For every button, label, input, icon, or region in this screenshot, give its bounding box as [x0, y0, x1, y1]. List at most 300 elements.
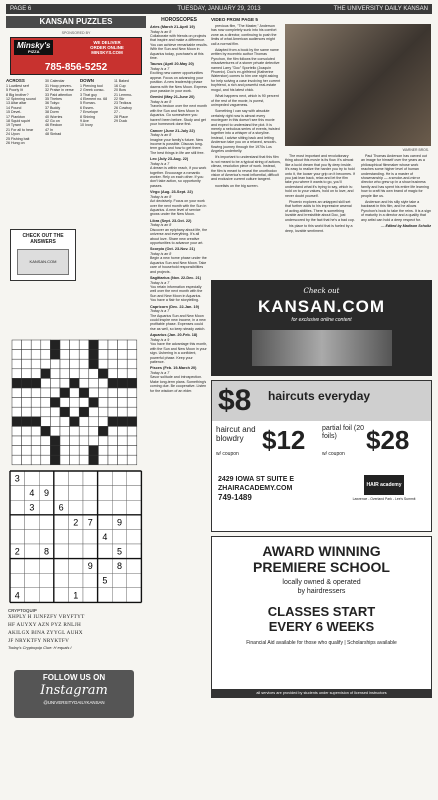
haircut-phone: 749-1489: [218, 493, 252, 502]
sudoku-cell[interactable]: [127, 471, 142, 486]
school-headline-1: AWARD WINNING: [262, 543, 381, 559]
horoscope-rating: Today is a 7: [150, 67, 170, 72]
sudoku-cell[interactable]: [54, 544, 69, 559]
school-footer: all services are provided by students under supervision of licensed instructors: [212, 689, 431, 697]
sudoku-cell[interactable]: [83, 486, 98, 501]
down-title: DOWN: [80, 78, 94, 84]
crossword-cell[interactable]: [50, 388, 60, 398]
crossword-cell[interactable]: [79, 388, 89, 398]
crossword-cell[interactable]: [79, 340, 89, 350]
across-clue: 32 Praise in verse: [45, 88, 74, 93]
crossword-cell[interactable]: [22, 378, 32, 388]
crossword-cell[interactable]: [60, 455, 70, 465]
down-clue: 26 Cowboy: [114, 105, 132, 110]
crossword-cell[interactable]: [127, 388, 137, 398]
sudoku-cell[interactable]: [98, 500, 113, 515]
crossword-cell[interactable]: [108, 398, 118, 408]
crossword-cell[interactable]: [118, 407, 128, 417]
sudoku-cell[interactable]: [39, 515, 54, 530]
crossword-cell[interactable]: [118, 398, 128, 408]
crossword-cell[interactable]: [41, 378, 51, 388]
crossword-cell[interactable]: [50, 369, 60, 379]
crossword-cell[interactable]: [70, 350, 80, 360]
horoscope-entry: [150, 276, 208, 303]
crossword-cell[interactable]: [22, 388, 32, 398]
crossword-cell[interactable]: [89, 359, 99, 369]
instagram-promo[interactable]: [14, 670, 134, 718]
sudoku-cell[interactable]: [98, 515, 113, 530]
crossword-cell[interactable]: [118, 426, 128, 436]
minskys-sub: PIZZA: [27, 49, 40, 55]
crossword-cell[interactable]: [22, 350, 32, 360]
sudoku-cell[interactable]: [112, 529, 127, 544]
answers-url[interactable]: KANSAN.COM: [17, 249, 69, 275]
crossword-cell[interactable]: [70, 359, 80, 369]
crossword-cell[interactable]: [89, 388, 99, 398]
crossword-cell[interactable]: [22, 417, 32, 427]
crossword-cell[interactable]: [60, 378, 70, 388]
crossword-cell[interactable]: [12, 369, 22, 379]
crossword-cell[interactable]: [89, 407, 99, 417]
crossword-cell[interactable]: [12, 388, 22, 398]
crossword-cell[interactable]: [89, 455, 99, 465]
crossword-cell[interactable]: [127, 417, 137, 427]
kansan-ad-check: Check out: [303, 287, 340, 295]
crossword-cell[interactable]: [108, 436, 118, 446]
across-clue: 35 Thebes: [45, 97, 62, 102]
crossword-cell[interactable]: [79, 369, 89, 379]
sudoku-cell[interactable]: [127, 588, 142, 603]
crossword-cell[interactable]: [70, 378, 80, 388]
crossword-cell[interactable]: [79, 446, 89, 456]
haircut-ad[interactable]: [211, 380, 432, 532]
sudoku-cell[interactable]: [127, 500, 142, 515]
sudoku-cell[interactable]: [10, 515, 25, 530]
crossword-cell[interactable]: [127, 455, 137, 465]
kansan-ad-sub: for exclusive online content: [291, 317, 352, 323]
crossword-cell[interactable]: [89, 436, 99, 446]
crossword-cell[interactable]: [79, 398, 89, 408]
sudoku-cell[interactable]: [10, 529, 25, 544]
horoscope-text: You retain information especially well over the next month with the Sun and New Moon in Aquarius. You have a flair for storytelling.: [150, 285, 203, 303]
crossword-cell[interactable]: [12, 378, 22, 388]
crossword-cell[interactable]: [79, 359, 89, 369]
sudoku-cell[interactable]: [54, 559, 69, 574]
sudoku-cell[interactable]: [25, 544, 40, 559]
across-clue: 36 Tokyo: [45, 101, 60, 106]
crossword-cell[interactable]: [12, 359, 22, 369]
crossword-cell[interactable]: [98, 426, 108, 436]
crossword-cell[interactable]: [79, 350, 89, 360]
sudoku-cell[interactable]: [127, 573, 142, 588]
crossword-cell[interactable]: [22, 446, 32, 456]
across-clue: 8 Big brother?: [6, 92, 29, 97]
crossword-cell[interactable]: [50, 436, 60, 446]
horoscope-entry: [150, 333, 208, 364]
sudoku-cell[interactable]: [83, 500, 98, 515]
crossword-cell[interactable]: [98, 359, 108, 369]
crossword-cell[interactable]: [127, 340, 137, 350]
crossword-cell[interactable]: [98, 398, 108, 408]
kansan-ad[interactable]: [211, 280, 432, 376]
crossword-cell[interactable]: [12, 436, 22, 446]
crossword-cell[interactable]: [118, 340, 128, 350]
crossword-cell[interactable]: [70, 369, 80, 379]
horoscope-entry: [150, 190, 208, 217]
sudoku-cell[interactable]: [98, 544, 113, 559]
crossword-cell[interactable]: [31, 436, 41, 446]
crossword-cell[interactable]: [108, 455, 118, 465]
sudoku-given: 1: [73, 590, 79, 601]
sponsor-label: SPONSORED BY: [61, 31, 91, 35]
sudoku-cell[interactable]: [68, 573, 83, 588]
crossword-cell[interactable]: [98, 369, 108, 379]
crossword-cell[interactable]: [31, 398, 41, 408]
crossword-cell[interactable]: [70, 446, 80, 456]
sudoku-cell[interactable]: [83, 588, 98, 603]
crossword-cell[interactable]: [98, 407, 108, 417]
crossword-cell[interactable]: [41, 417, 51, 427]
crossword-cell[interactable]: [22, 426, 32, 436]
review-paragraph: What happens next, which is 90 percent of the rest of the movie, is purest, unimpeded vagueness.: [211, 94, 279, 107]
crossword-cell[interactable]: [41, 436, 51, 446]
horoscope-sign: Pisces (Feb. 19-March 20): [150, 366, 197, 371]
crossword-cell[interactable]: [22, 407, 32, 417]
crossword-cell[interactable]: [118, 350, 128, 360]
crossword-cell[interactable]: [70, 340, 80, 350]
crossword-cell[interactable]: [60, 340, 70, 350]
sudoku-cell[interactable]: [112, 471, 127, 486]
cryptoquip-lines: [8, 613, 144, 645]
crossword-cell[interactable]: [127, 359, 137, 369]
crossword-cell[interactable]: [50, 359, 60, 369]
crossword-cell[interactable]: [60, 359, 70, 369]
crossword-cell[interactable]: [127, 378, 137, 388]
cryptoquip-label: CRYPTOQUIP: [8, 608, 37, 613]
answers-box[interactable]: [10, 229, 76, 281]
crossword-cell[interactable]: [60, 369, 70, 379]
crossword-cell[interactable]: [31, 359, 41, 369]
sudoku-cell[interactable]: [25, 573, 40, 588]
sudoku-cell[interactable]: [127, 486, 142, 501]
sudoku-cell[interactable]: [112, 500, 127, 515]
sudoku-cell[interactable]: [127, 529, 142, 544]
crossword-cell[interactable]: [22, 436, 32, 446]
sudoku-cell[interactable]: [68, 500, 83, 515]
crossword-cell[interactable]: [12, 455, 22, 465]
crossword-cell[interactable]: [31, 455, 41, 465]
crossword-cell[interactable]: [12, 407, 22, 417]
crossword-cell[interactable]: [127, 350, 137, 360]
sudoku-cell[interactable]: [25, 588, 40, 603]
crossword-cell[interactable]: [89, 446, 99, 456]
review-paragraph: It's important to understand that this film is not meant to be a typical string of actions, climax, resolution piece of work. Instead, the film is meant to reveal the unorthodox vision of America's most influential, difficult and exclusive current culture tangent.: [211, 155, 281, 182]
crossword-cell[interactable]: [31, 340, 41, 350]
review-col-3: [361, 154, 431, 229]
sudoku-cell[interactable]: [98, 588, 113, 603]
sudoku-cell[interactable]: [68, 529, 83, 544]
crossword-cell[interactable]: [70, 407, 80, 417]
crossword-cell[interactable]: [41, 388, 51, 398]
review-jump-title: VIDEO FROM PAGE 5: [211, 17, 258, 22]
sudoku-given: 5: [116, 546, 123, 557]
crossword-cell[interactable]: [70, 436, 80, 446]
crossword-cell[interactable]: [70, 455, 80, 465]
crossword-cell[interactable]: [89, 378, 99, 388]
horoscope-sign: Gemini (May 21-June 20): [150, 95, 195, 100]
sudoku-cell[interactable]: [112, 486, 127, 501]
crossword-cell[interactable]: [50, 455, 60, 465]
crossword-cell[interactable]: [31, 407, 41, 417]
across-clue: 12 Spinning sound: [6, 97, 36, 102]
crossword-cell[interactable]: [79, 378, 89, 388]
crossword-cell[interactable]: [98, 455, 108, 465]
horoscope-text: Act decisively. Focus on your work over the next month with the Sun in Aquarius. A new level of service grows under the New Moon.: [150, 199, 207, 217]
sudoku-grid[interactable]: [8, 469, 144, 605]
crossword-cell[interactable]: [50, 417, 60, 427]
crossword-cell[interactable]: [60, 446, 70, 456]
crossword-cell[interactable]: [41, 340, 51, 350]
crossword-cell[interactable]: [41, 407, 51, 417]
crossword-cell[interactable]: [89, 398, 99, 408]
crossword-cell[interactable]: [108, 369, 118, 379]
crossword-cell[interactable]: [31, 378, 41, 388]
sudoku-cell[interactable]: [68, 486, 83, 501]
haircut-coupon-2: w/ coupon: [322, 451, 345, 457]
sudoku-cell[interactable]: [39, 529, 54, 544]
sudoku-cell[interactable]: [98, 559, 113, 574]
crossword-cell[interactable]: [12, 426, 22, 436]
crossword-cell[interactable]: [60, 407, 70, 417]
crossword-cell[interactable]: [41, 455, 51, 465]
crossword-cell[interactable]: [50, 446, 60, 456]
crossword-cell[interactable]: [108, 388, 118, 398]
crossword-cell[interactable]: [127, 426, 137, 436]
sudoku-cell[interactable]: [25, 529, 40, 544]
review-paragraph: novelists on the big screen.: [215, 183, 259, 188]
sudoku-cell[interactable]: [39, 588, 54, 603]
sudoku-cell[interactable]: [39, 559, 54, 574]
crossword-cell[interactable]: [79, 417, 89, 427]
sudoku-cell[interactable]: [98, 471, 113, 486]
school-ad[interactable]: [211, 536, 432, 698]
sudoku-cell[interactable]: [10, 486, 25, 501]
horoscope-entry: [150, 247, 208, 274]
down-clue: 6 Essen-: [80, 105, 95, 110]
sudoku-cell[interactable]: [25, 515, 40, 530]
review-paragraph: The most important and revolutionary thing about this movie is its flow. It's almost like a lucid dream that you fly deep inside. It's easy to realize the harder you try to hold onto it, the looser your grip on it becomes. If you just lean back, relax and let the film take you where it wants to go, you'll understand what it's trying to say, which is: hold on to your values, hold on to love, and never doubt yourself.: [285, 154, 355, 198]
across-clue: 30 Calendar: [45, 79, 65, 84]
crossword-cell[interactable]: [41, 369, 51, 379]
sudoku-cell[interactable]: [10, 559, 25, 574]
crossword-cell[interactable]: [50, 378, 60, 388]
crossword-cell[interactable]: [12, 340, 22, 350]
crossword-cell[interactable]: [50, 340, 60, 350]
crossword-cell[interactable]: [50, 407, 60, 417]
school-headline-2: PREMIERE SCHOOL: [253, 559, 390, 575]
crossword-cell[interactable]: [98, 436, 108, 446]
crossword-cell[interactable]: [41, 350, 51, 360]
crossword-cell[interactable]: [98, 340, 108, 350]
horoscope-text: Begin a new home phase under the Aquarius Sun and New Moon. Take care of household responsibilities and projects.: [150, 256, 207, 274]
crossword-cell[interactable]: [98, 378, 108, 388]
crossword-cell[interactable]: [60, 350, 70, 360]
crossword-cell[interactable]: [41, 426, 51, 436]
crossword-cell[interactable]: [118, 446, 128, 456]
across-list-2: [45, 79, 77, 136]
horoscope-list: [150, 25, 208, 393]
sudoku-cell[interactable]: [83, 471, 98, 486]
crossword-cell[interactable]: [60, 417, 70, 427]
crossword-cell[interactable]: [108, 359, 118, 369]
crossword-cell[interactable]: [98, 388, 108, 398]
crossword-cell[interactable]: [108, 417, 118, 427]
crossword-cell[interactable]: [50, 426, 60, 436]
down-clue: 28 Place: [114, 114, 128, 119]
sudoku-cell[interactable]: [83, 544, 98, 559]
crossword-cell[interactable]: [118, 436, 128, 446]
crossword-cell[interactable]: [41, 398, 51, 408]
crossword-cell[interactable]: [118, 417, 128, 427]
crossword-cell[interactable]: [108, 407, 118, 417]
crossword-cell[interactable]: [98, 446, 108, 456]
crossword-cell[interactable]: [79, 455, 89, 465]
crossword-cell[interactable]: [108, 426, 118, 436]
crossword-cell[interactable]: [79, 426, 89, 436]
review-byline: — Edited by Madison Schultz: [380, 224, 431, 229]
haircut-site[interactable]: ZHAIRACADEMY.COM: [218, 485, 293, 492]
crossword-cell[interactable]: [98, 417, 108, 427]
crossword-cell[interactable]: [70, 417, 80, 427]
crossword-cell[interactable]: [31, 417, 41, 427]
sudoku-cell[interactable]: [112, 573, 127, 588]
crossword-cell[interactable]: [50, 398, 60, 408]
sudoku-cell[interactable]: [83, 529, 98, 544]
crossword-cell[interactable]: [89, 340, 99, 350]
crossword-cell[interactable]: [70, 388, 80, 398]
crossword-cell[interactable]: [127, 407, 137, 417]
sudoku-cell[interactable]: [127, 544, 142, 559]
crossword-cell[interactable]: [127, 436, 137, 446]
horoscope-sign: Taurus (April 20-May 20): [150, 62, 194, 67]
sudoku-cell[interactable]: [10, 573, 25, 588]
crossword-cell[interactable]: [31, 369, 41, 379]
crossword-cell[interactable]: [31, 350, 41, 360]
crossword-cell[interactable]: [79, 407, 89, 417]
down-clue: 16 Cup: [114, 83, 126, 88]
crossword-cell[interactable]: [98, 350, 108, 360]
crossword-cell[interactable]: [31, 446, 41, 456]
crossword-cell[interactable]: [12, 417, 22, 427]
crossword-cell[interactable]: [108, 340, 118, 350]
crossword-cell[interactable]: [70, 398, 80, 408]
sudoku-cell[interactable]: [68, 559, 83, 574]
crossword-cell[interactable]: [12, 398, 22, 408]
crossword-cell[interactable]: [31, 426, 41, 436]
crossword-grid[interactable]: [8, 338, 144, 466]
sudoku-cell[interactable]: [10, 500, 25, 515]
sudoku-cell[interactable]: [127, 559, 142, 574]
crossword-cell[interactable]: [12, 350, 22, 360]
sudoku-cell[interactable]: [83, 573, 98, 588]
sudoku-cell[interactable]: [39, 471, 54, 486]
right-column: [211, 16, 432, 794]
crossword-cell[interactable]: [89, 417, 99, 427]
sudoku-cell[interactable]: [54, 529, 69, 544]
sudoku-cell[interactable]: [25, 559, 40, 574]
across-list: [6, 84, 42, 146]
sudoku-cell[interactable]: [127, 515, 142, 530]
crossword-cell[interactable]: [127, 398, 137, 408]
crossword-cell[interactable]: [41, 359, 51, 369]
crossword-cell[interactable]: [60, 388, 70, 398]
review-col-2: [285, 154, 355, 235]
sudoku-cell[interactable]: [39, 573, 54, 588]
crossword-cell[interactable]: [60, 398, 70, 408]
review-article: [211, 24, 432, 276]
horoscope-rating: Today is an 8: [150, 194, 172, 199]
horoscope-text: Imagine your family's future. New income is possible. Discuss long-term goals and how to get there. The best things in life are still free.: [150, 137, 205, 155]
crossword-cell[interactable]: [89, 369, 99, 379]
crossword-cell[interactable]: [22, 455, 32, 465]
school-headline-4: EVERY 6 WEEKS: [268, 619, 375, 634]
crossword-cell[interactable]: [118, 388, 128, 398]
crossword-cell[interactable]: [127, 446, 137, 456]
horoscope-text: Savor solitude and introspection. Make long-term plans. Something's coming due. Be cooperative. Listen for the wisdom of an elder.: [150, 375, 207, 393]
crossword-cell[interactable]: [60, 426, 70, 436]
sudoku-cell[interactable]: [25, 471, 40, 486]
down-clues-2: [114, 79, 146, 123]
crossword-cell[interactable]: [118, 455, 128, 465]
crossword-cell[interactable]: [31, 388, 41, 398]
sudoku-cell[interactable]: [54, 486, 69, 501]
crossword-cell[interactable]: [108, 446, 118, 456]
crossword-cell[interactable]: [12, 446, 22, 456]
minskys-ad[interactable]: [10, 37, 142, 75]
sudoku-cell[interactable]: [112, 588, 127, 603]
crossword-cell[interactable]: [89, 350, 99, 360]
crossword-cell[interactable]: [108, 350, 118, 360]
sudoku-cell[interactable]: [54, 471, 69, 486]
crossword-cell[interactable]: [108, 378, 118, 388]
crossword-cell[interactable]: [22, 340, 32, 350]
crossword-cell[interactable]: [50, 350, 60, 360]
crossword-cell[interactable]: [79, 436, 89, 446]
crossword-cell[interactable]: [89, 426, 99, 436]
crossword-cell[interactable]: [22, 369, 32, 379]
sudoku-cell[interactable]: [68, 544, 83, 559]
sudoku-cell[interactable]: [54, 588, 69, 603]
crossword-cell[interactable]: [70, 426, 80, 436]
crossword-cell[interactable]: [60, 436, 70, 446]
horoscope-sign: Leo (July 23-Aug. 22): [150, 157, 189, 162]
crossword-cell[interactable]: [118, 359, 128, 369]
crossword-cell[interactable]: [127, 369, 137, 379]
review-paragraph: Something I can say with absolute certainty right now is almost every moviegoer in this doesn't see this movie and expect to understand the plot. It is merely a nebulous series of events, twisted together into a whisper of a storyline. Instead, I advise sitting back and letting Anderson take you on a relaxed, smooth-flowing journey through the 1970s Los Angeles underbelly.: [211, 109, 280, 153]
sudoku-cell[interactable]: [54, 515, 69, 530]
haircut-offer-3: [322, 425, 428, 465]
crossword-cell[interactable]: [22, 398, 32, 408]
crossword-cell[interactable]: [118, 378, 128, 388]
sudoku-cell[interactable]: [39, 500, 54, 515]
crossword-cell[interactable]: [118, 369, 128, 379]
horoscope-rating: Today is a 7: [150, 309, 170, 314]
crossword-cell[interactable]: [22, 359, 32, 369]
crossword-cell[interactable]: [41, 446, 51, 456]
sudoku-cell[interactable]: [68, 471, 83, 486]
sudoku-cell[interactable]: [98, 486, 113, 501]
sudoku-cell[interactable]: [54, 573, 69, 588]
